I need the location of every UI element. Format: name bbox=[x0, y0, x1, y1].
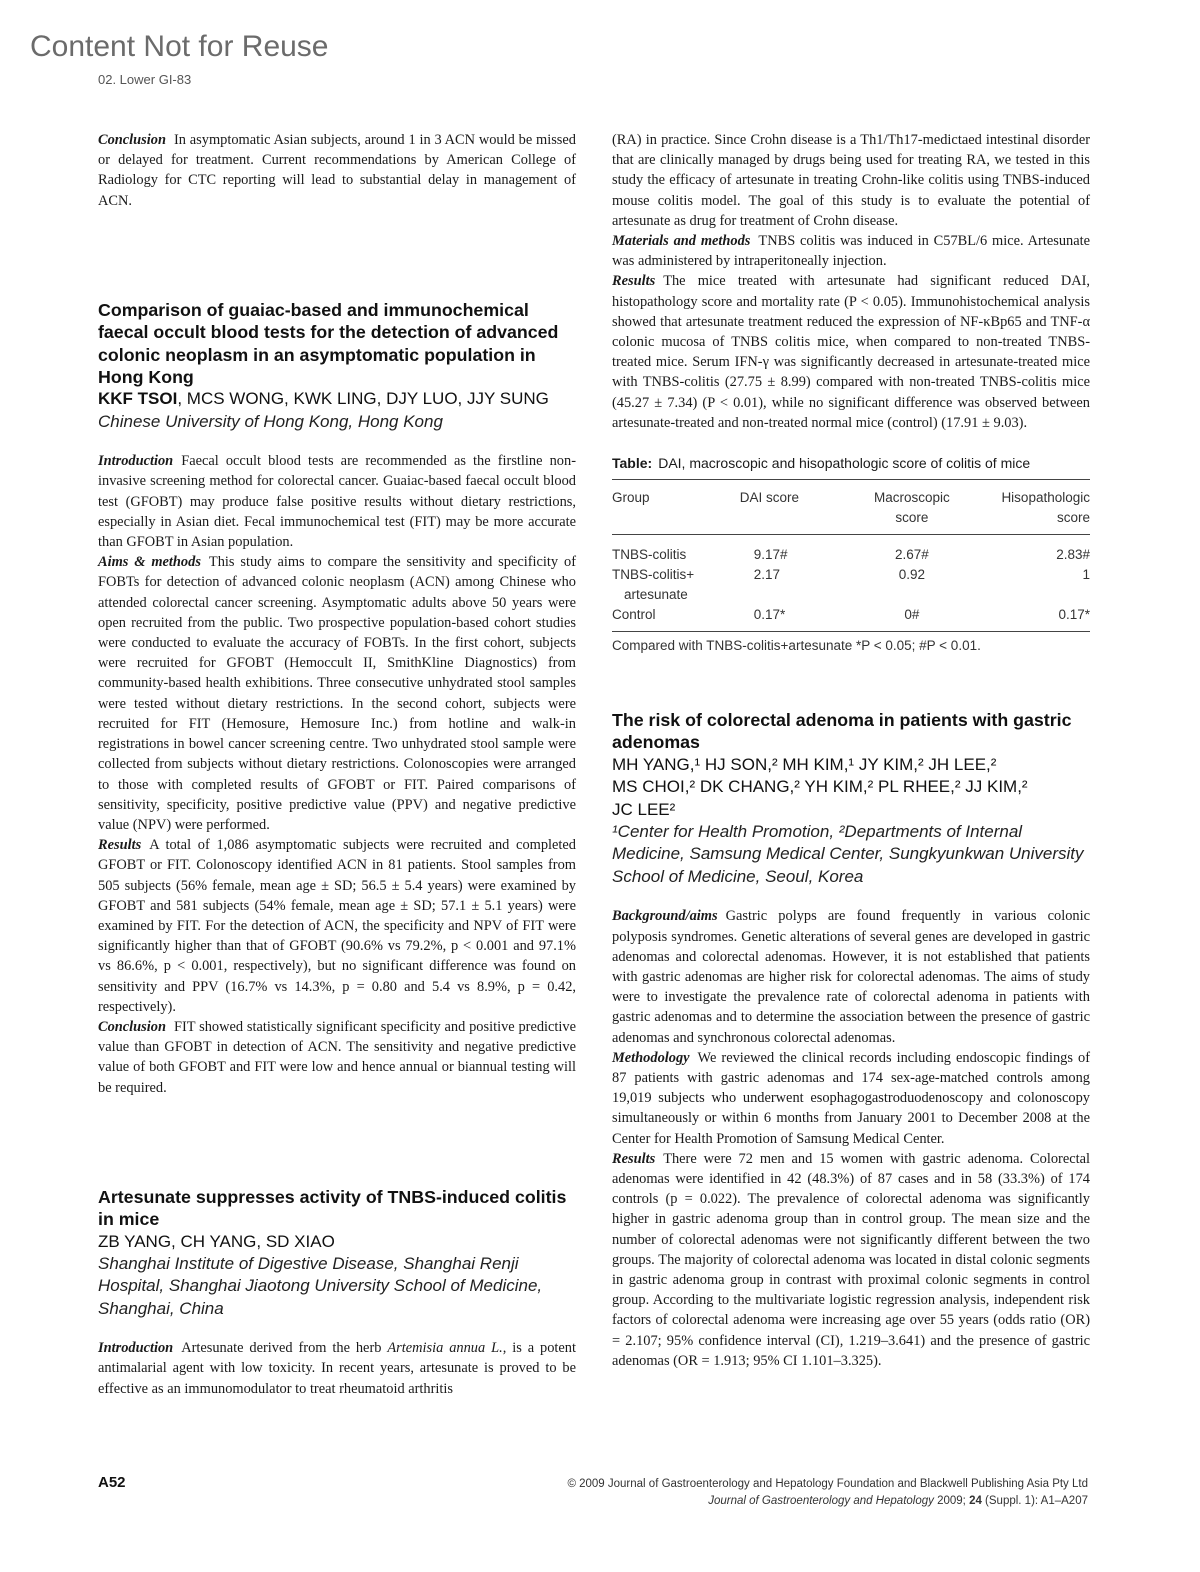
methodology-label: Methodology bbox=[612, 1049, 690, 1066]
conclusion-label: Conclusion bbox=[98, 132, 166, 148]
results-paragraph bbox=[612, 1149, 1090, 1371]
results-text: A total of 1,086 asymptomatic subjects were recruited and completed GFOBT or FIT. Colonoscopy identified ACN in 81 patients. Stool samples from 505 subjects (56% female, mean age ± SD; 56.5 ± 5.4 years) were examined by GFOBT and 581 subjects (54% female, mean age ± SD; 57.1 ± 5.1 years) were examined by FIT. For the detection of ACN, the specificity and NPV of FIT were significantly higher than that of GFOBT (90.6% vs 79.2%, p < 0.001 and 97.1% vs 86.6%, p < 0.001, respectively), but no significant difference was found on sensitivity and PPV (16.7% vs 14.3%, p = 0.80 and 5.4 vs 8.9%, p = 0.42, respectively). bbox=[98, 837, 576, 1015]
abstract-gastric-adenoma bbox=[612, 709, 1090, 1371]
methodology-paragraph bbox=[612, 1048, 1090, 1149]
cell-macroscopic: 2.67# bbox=[894, 547, 929, 563]
cell-dai: 2.17 bbox=[753, 567, 781, 583]
abstract-affiliation: Shanghai Institute of Digestive Disease, Shanghai Renji Hospital, Shanghai Jiaotong University School of Medicine, Shanghai, China bbox=[98, 1253, 543, 1318]
cell-histopathologic: 0.17* bbox=[1058, 607, 1090, 623]
background-paragraph bbox=[612, 906, 1090, 1047]
cell-group: TNBS-colitis bbox=[612, 547, 687, 563]
cell-dai: 9.17# bbox=[753, 547, 788, 563]
methods-paragraph bbox=[612, 231, 1090, 271]
volume-number: 24 bbox=[969, 1495, 982, 1507]
methods-label: Materials and methods bbox=[612, 233, 751, 250]
cell-dai: 0.17* bbox=[753, 607, 786, 623]
results-paragraph bbox=[612, 271, 1090, 433]
introduction-text: Faecal occult blood tests are recommended as the firstline non-invasive screening method for colorectal cancer. Guaiac-based faecal occult blood test (GFOBT) may produce false positive results without dietary restrictions, especially in Asian diet. Fecal immunochemical test (FIT) may be more accurate than GFOBT in Asian population. bbox=[98, 453, 576, 551]
aims-paragraph bbox=[98, 552, 576, 835]
page-number: A52 bbox=[98, 1474, 126, 1491]
introduction-paragraph bbox=[98, 451, 576, 552]
abstract-affiliation: ¹Center for Health Promotion, ²Departments of Internal Medicine, Samsung Medical Center, Sungkyunkwan University School of Medicine, Seoul, Korea bbox=[612, 822, 1084, 886]
introduction-text: Artesunate derived from the herb bbox=[181, 1340, 388, 1357]
table-caption bbox=[612, 455, 1090, 471]
table-row bbox=[612, 565, 1090, 605]
abstract-artesunate bbox=[98, 1186, 576, 1399]
cell-histopathologic: 1 bbox=[1082, 567, 1090, 583]
abstract-authors: ZB YANG, CH YANG, SD XIAO bbox=[98, 1231, 335, 1251]
table-row bbox=[612, 535, 1090, 566]
header-group: Group bbox=[612, 490, 650, 506]
aims-text: This study aims to compare the sensitivity and specificity of FOBTs for detection of advanced colonic neoplasm (ACN) among Chinese who attended colorectal cancer screening. Asymptomatic adults above 50 years were open recruited from the public. Two prospective population-based cohort studies were conducted to evaluate the accuracy of FOBTs. In the first cohort, subjects were recruited for GFOBT (Hemoccult II, SmithKline Diagnostics) from community-based health exhibitions. Three consecutive unhydrated stool samples were tested without dietary restrictions. In the second cohort, subjects were recruited for FIT (Hemosure, Hemosure Inc.) from hotline and walk-in registrations in bowel cancer screening centre. Two unhydrated stool sample were collected from subjects without dietary restrictions. Colonoscopies were arranged to those with completed results of GFOBT or FIT. Paired comparisons of sensitivity, specificity, positive predictive value (PPV) and negative predictive value (NPV) were performed. bbox=[98, 554, 576, 833]
conclusion-paragraph bbox=[98, 1017, 576, 1098]
left-column bbox=[98, 130, 576, 1399]
results-paragraph bbox=[98, 835, 576, 1017]
results-label: Results bbox=[612, 1150, 656, 1167]
co-authors: , MCS WONG, KWK LING, DJY LUO, JJY SUNG bbox=[177, 389, 549, 409]
copyright-line: © 2009 Journal of Gastroenterology and Hepatology Foundation and Blackwell Publishing Asia Pty Ltd bbox=[567, 1478, 1088, 1490]
table-footnote: Compared with TNBS-colitis+artesunate *P < 0.05; #P < 0.01. bbox=[612, 638, 981, 654]
footer-citation bbox=[567, 1476, 1088, 1510]
background-text: Gastric polyps are found frequently in various colonic polyposis syndromes. Genetic alterations of several genes are developed in gastric adenomas and colorectal adenomas. However, it is not established that patients with gastric adenomas are higher risk for colorectal adenomas. The aims of study were to investigate the prevalence rate of colorectal adenoma in patients with gastric adenomas and to determine the association between the presence of gastric adenomas and synchronous colorectal adenomas. bbox=[612, 908, 1090, 1046]
cell-group: Control bbox=[612, 607, 656, 623]
journal-name: Journal of Gastroenterology and Hepatology bbox=[708, 1495, 934, 1507]
results-text: The mice treated with artesunate had significant reduced DAI, histopathology score and mortality rate (P < 0.05). Immunohistochemical analysis showed that artesunate treatment reduced the expression of NF-κBp65 and TNF-α colonic mucosa of TNBS colitis mice, when compared to non-treated TNBS-treated mice. Serum IFN-γ was significantly decreased in artesunate-treated mice with TNBS-colitis (27.75 ± 8.99) compared with non-treated TNBS-colitis mice (45.27 ± 7.34) (P < 0.01), while no significant difference was observed between artesunate-treated and non-treated normal mice (control) (17.91 ± 9.03). bbox=[612, 273, 1090, 431]
abstract-title: Artesunate suppresses activity of TNBS-induced colitis in mice bbox=[98, 1186, 567, 1230]
introduction-label: Introduction bbox=[98, 453, 174, 470]
cell-macroscopic: 0.92 bbox=[898, 567, 926, 583]
results-text: There were 72 men and 15 women with gastric adenoma. Colorectal adenomas were identified in 42 (48.3%) of 87 cases and in 58 (33.3%) of 174 controls (p = 0.022). The prevalence of colorectal adenoma was significantly higher in gastric adenoma group than in control group. The mean size and the number of colorectal adenomas were not significantly different between the two groups. The majority of colorectal adenoma was located in distal colonic segments in gastric adenoma group in contrast with proximal colonic segments in control group. According to the multivariate logistic regression analysis, independent risk factors of colorectal adenoma were increasing age over 55 years (odds ratio (OR) = 2.107; 95% confidence interval (CI), 1.219–3.641) and the presence of gastric adenomas (OR = 1.913; 95% CI 1.101–3.325). bbox=[612, 1150, 1090, 1369]
journal-line: Journal of Gastroenterology and Hepatology 2009; 24 (Suppl. 1): A1–A207 bbox=[708, 1495, 1088, 1507]
introduction-text-cont: , is a potent antimalarial agent with low toxicity. In recent years, artesunate is proved to be effective as an immunomodulator to treat rheumatoid arthritis bbox=[98, 1340, 576, 1397]
abstract-authors: MH YANG,¹ HJ SON,² MH KIM,¹ JY KIM,² JH LEE,² MS CHOI,² DK CHANG,² YH KIM,² PL RHEE,² JJ KIM,² JC LEE² bbox=[612, 754, 1028, 819]
table-row bbox=[612, 605, 1090, 632]
cell-histopathologic: 2.83# bbox=[1056, 547, 1090, 563]
table-label: Table: bbox=[612, 455, 653, 472]
introduction-label: Introduction bbox=[98, 1340, 174, 1357]
aims-label: Aims & methods bbox=[98, 554, 201, 571]
continuation-paragraph: (RA) in practice. Since Crohn disease is a Th1/Th17-medictaed intestinal disorder that are clinically managed by drugs being used for treating RA, we tested in this study the efficacy of artesunate in treating Crohn-like colitis using TNBS-induced mouse colitis model. The goal of this study is to evaluate the potential of artesunate as drug for treatment of Crohn disease. bbox=[612, 132, 1090, 229]
right-column bbox=[612, 130, 1090, 1371]
results-label: Results bbox=[612, 273, 656, 290]
abstract-fobt bbox=[98, 299, 576, 1098]
abstract-affiliation: Chinese University of Hong Kong, Hong Kong bbox=[98, 411, 443, 431]
watermark-text: Content Not for Reuse bbox=[30, 30, 329, 63]
species-name: Artemisia annua L. bbox=[387, 1340, 503, 1357]
abstract-authors bbox=[98, 388, 576, 410]
table-caption-text: DAI, macroscopic and hisopathologic score of colitis of mice bbox=[658, 455, 1031, 472]
prev-conclusion-paragraph bbox=[98, 130, 576, 211]
header-macroscopic: Macroscopic score bbox=[873, 490, 950, 526]
cell-macroscopic: 0# bbox=[904, 607, 920, 623]
methods-text: TNBS colitis was induced in C57BL/6 mice. Artesunate was administered by intraperitoneally injection. bbox=[612, 233, 1090, 270]
conclusion-text: FIT showed statistically significant specificity and positive predictive value than GFOBT in detection of ACN. The sensitivity and negative predictive value of both GFOBT and FIT were low and hence annual or biannual testing will be required. bbox=[98, 1018, 576, 1096]
background-label: Background/aims bbox=[612, 908, 718, 925]
results-table bbox=[612, 479, 1090, 632]
methodology-text: We reviewed the clinical records including endoscopic findings of 87 patients with gastric adenomas and 174 sex-age-matched controls among 19,019 subjects who underwent esophagogastroduodenoscopy and colonoscopy simultaneously or within 6 months from January 2001 to December 2008 at the Center for Health Promotion of Samsung Medical Center. bbox=[612, 1049, 1090, 1147]
conclusion-label: Conclusion bbox=[98, 1018, 166, 1035]
conclusion-text: In asymptomatic Asian subjects, around 1 in 3 ACN would be missed or delayed for treatment. Current recommendations by American College of Radiology for CTC reporting will lead to substantial delay in management of ACN. bbox=[98, 132, 576, 209]
abstract-title: The risk of colorectal adenoma in patients with gastric adenomas bbox=[612, 710, 1072, 753]
section-tag: 02. Lower GI-83 bbox=[98, 72, 192, 87]
abstract-title: Comparison of guaiac-based and immunochemical faecal occult blood tests for the detection of advanced colonic neoplasm in an asymptomatic population in Hong Kong bbox=[98, 299, 559, 388]
introduction-paragraph bbox=[98, 1338, 576, 1399]
header-dai: DAI score bbox=[739, 490, 800, 506]
lead-author: KKF TSOI bbox=[98, 389, 178, 409]
table-header-row bbox=[612, 480, 1090, 535]
cell-group: TNBS-colitis+ artesunate bbox=[612, 567, 695, 603]
header-histopathologic: Hisopathologic score bbox=[1001, 490, 1090, 526]
results-label: Results bbox=[98, 837, 142, 854]
